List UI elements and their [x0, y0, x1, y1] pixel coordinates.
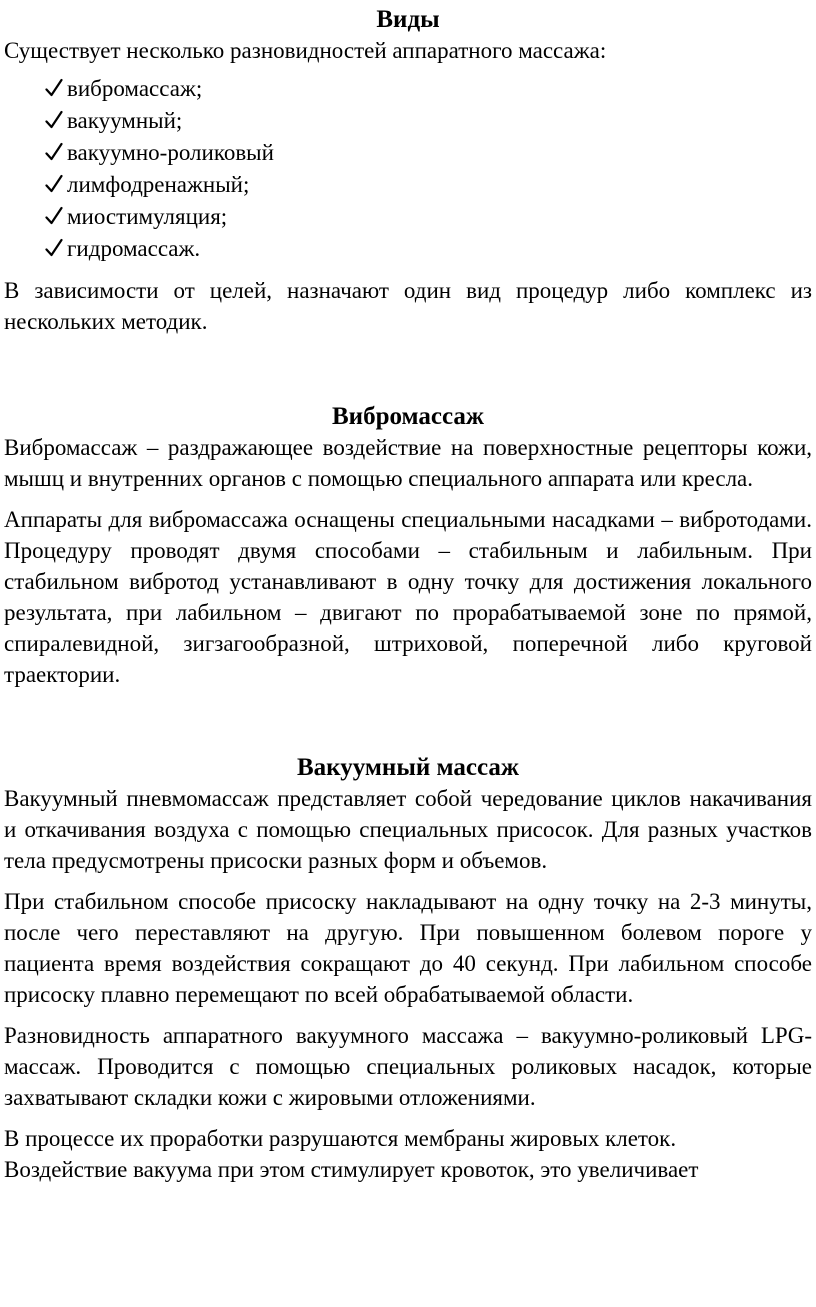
list-item	[47, 105, 812, 137]
vacuum-paragraph-4-line-1: В процессе их проработки разрушаются мембраны жировых клеток.	[4, 1126, 677, 1151]
section-title-vibro: Вибромассаж	[332, 403, 484, 430]
checkmark-icon	[45, 105, 63, 133]
vacuum-paragraph-4-line-2: Воздействие вакуума при этом стимулирует кровоток, это увеличивает	[4, 1157, 699, 1182]
vibro-paragraph-1: Вибромассаж – раздражающее воздействие на поверхностные рецепторы кожи, мышц и внутренних органов с помощью специального аппарата или кресла.	[4, 435, 812, 491]
list-item-label: вакуумный;	[67, 108, 183, 133]
vacuum-paragraph-1: Вакуумный пневмомассаж представляет собой чередование циклов накачивания и откачивания воздуха с помощью специальных присосок. Для разных участков тела предусмотрены присоски разных форм и объемов.	[4, 786, 812, 873]
types-outro: В зависимости от целей, назначают один вид процедур либо комплекс из нескольких методик.	[4, 278, 812, 334]
document-page	[0, 4, 816, 1307]
checkmark-icon	[45, 233, 63, 261]
list-item	[47, 201, 812, 233]
list-item	[47, 137, 812, 169]
section-title-vacuum: Вакуумный массаж	[297, 754, 519, 781]
list-item-label: гидромассаж.	[67, 236, 201, 261]
section-title-types: Виды	[376, 6, 440, 33]
list-item	[47, 169, 812, 201]
types-list	[4, 73, 812, 265]
list-item-label: лимфодренажный;	[67, 172, 250, 197]
types-intro: Существует несколько разновидностей аппаратного массажа:	[4, 38, 607, 63]
checkmark-icon	[45, 137, 63, 165]
vacuum-paragraph-3: Разновидность аппаратного вакуумного массажа – вакуумно-роликовый LPG-массаж. Проводится с помощью специальных роликовых насадок, которые захватывают складки кожи с жировыми отложениями.	[4, 1023, 812, 1110]
list-item	[47, 73, 812, 105]
list-item-label: миостимуляция;	[67, 204, 228, 229]
list-item-label: вибромассаж;	[67, 76, 203, 101]
checkmark-icon	[45, 201, 63, 229]
vibro-paragraph-2: Аппараты для вибромассажа оснащены специальными насадками – вибротодами. Процедуру проводят двумя способами – стабильным и лабильным. При стабильном вибротод устанавливают в одну точку для достижения локального результата, при лабильном – двигают по прорабатываемой зоне по прямой, спиралевидной, зигзагообразной, штриховой, поперечной либо круговой траектории.	[4, 507, 812, 687]
vacuum-paragraph-2: При стабильном способе присоску накладывают на одну точку на 2-3 минуты, после чего переставляют на другую. При повышенном болевом пороге у пациента время воздействия сокращают до 40 секунд. При лабильном способе присоску плавно перемещают по всей обрабатываемой области.	[4, 889, 812, 1007]
list-item	[47, 233, 812, 265]
checkmark-icon	[45, 169, 63, 197]
checkmark-icon	[45, 73, 63, 101]
list-item-label: вакуумно-роликовый	[67, 140, 274, 165]
